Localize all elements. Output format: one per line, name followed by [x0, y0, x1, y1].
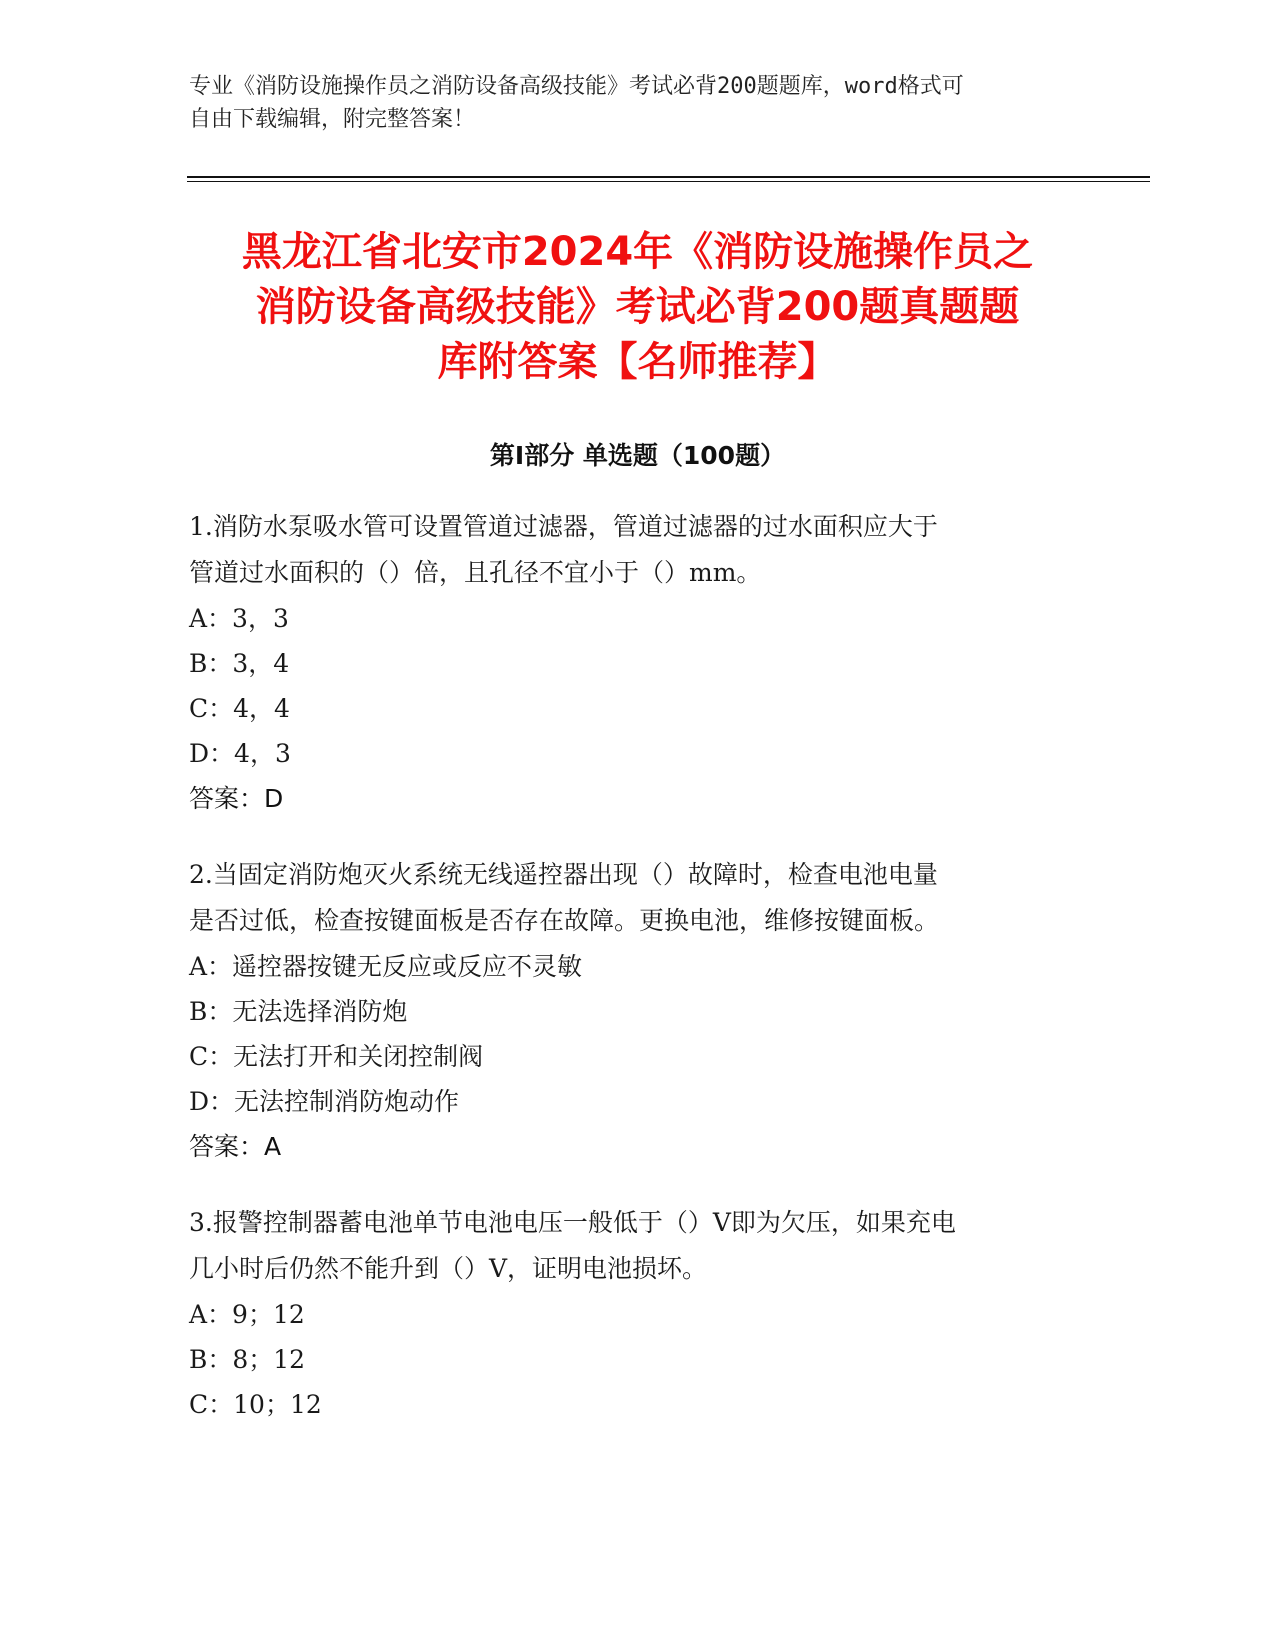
- option-c: C：4，4: [189, 694, 290, 723]
- question-stem: [189, 504, 1089, 596]
- header-divider-thick: [187, 176, 1150, 178]
- document-title-line-2: 消防设备高级技能》考试必背200题真题题: [255, 284, 1020, 330]
- header-note-line-2: 自由下载编辑，附完整答案！: [189, 107, 476, 132]
- question-stem: [189, 1200, 1089, 1292]
- option-d: D：无法控制消防炮动作: [189, 1087, 460, 1116]
- question-3: [189, 1200, 1089, 1427]
- question-stem: [189, 852, 1089, 944]
- document-title: [150, 225, 1125, 390]
- question-stem-line: 管道过水面积的（）倍，且孔径不宜小于（）mm。: [189, 558, 762, 587]
- question-stem-line: 几小时后仍然不能升到（）V，证明电池损坏。: [189, 1254, 708, 1283]
- option-a: A：9；12: [189, 1300, 305, 1329]
- option-b: B：8；12: [189, 1345, 306, 1374]
- question-stem-line: 是否过低，检查按键面板是否存在故障。更换电池，维修按键面板。: [189, 906, 940, 935]
- header-divider-thin: [187, 181, 1150, 182]
- answer: 答案：A: [189, 1132, 282, 1161]
- header-note-line-1: 专业《消防设施操作员之消防设备高级技能》考试必背200题题库，word格式可: [189, 74, 964, 99]
- option-d: D：4，3: [189, 739, 291, 768]
- question-1: [189, 504, 1089, 821]
- answer: 答案：D: [189, 784, 284, 813]
- document-title-line-1: 黑龙江省北安市2024年《消防设施操作员之: [241, 229, 1034, 275]
- option-b: B：3，4: [189, 649, 290, 678]
- question-2: [189, 852, 1089, 1169]
- option-c: C：10；12: [189, 1390, 322, 1419]
- section-title: 第I部分 单选题（100题）: [489, 441, 786, 470]
- header-note: [189, 70, 1089, 136]
- option-a: A：遥控器按键无反应或反应不灵敏: [189, 952, 583, 981]
- question-stem-line: 3.报警控制器蓄电池单节电池电压一般低于（）V即为欠压，如果充电: [189, 1208, 956, 1237]
- option-c: C：无法打开和关闭控制阀: [189, 1042, 484, 1071]
- question-stem-line: 1.消防水泵吸水管可设置管道过滤器，管道过滤器的过水面积应大于: [189, 512, 938, 541]
- option-a: A：3，3: [189, 604, 289, 633]
- option-b: B：无法选择消防炮: [189, 997, 408, 1026]
- question-stem-line: 2.当固定消防炮灭火系统无线遥控器出现（）故障时，检查电池电量: [189, 860, 938, 889]
- document-title-line-3: 库附答案【名师推荐】: [437, 339, 838, 385]
